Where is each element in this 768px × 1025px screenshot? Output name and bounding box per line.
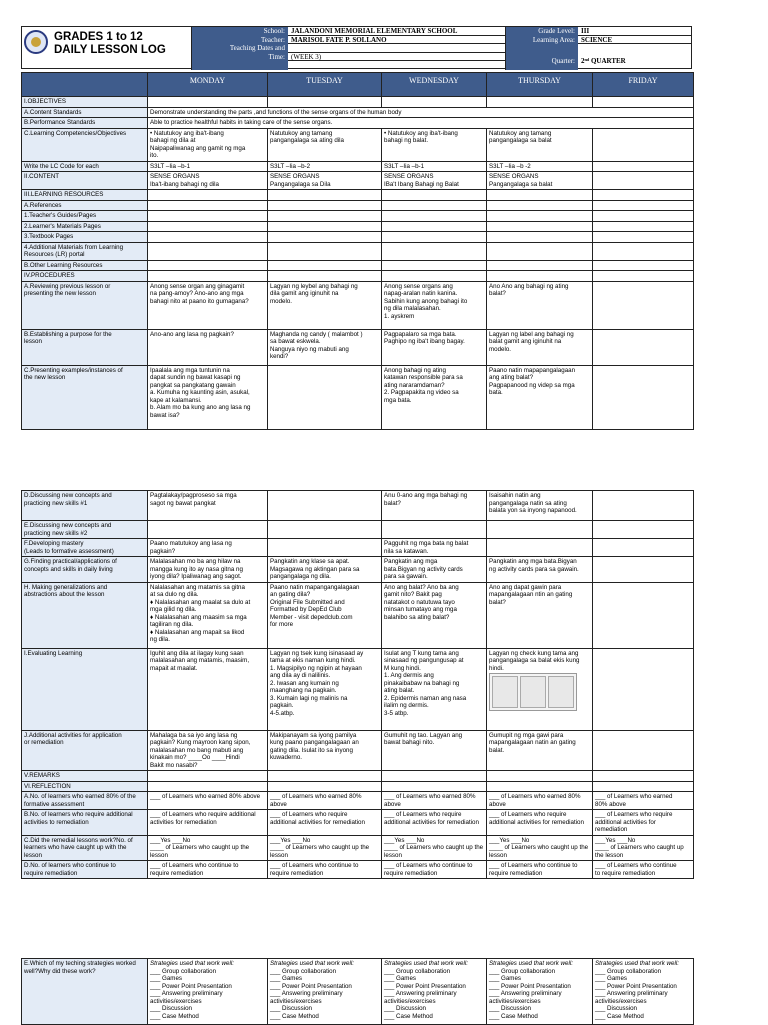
day-cell [593, 959, 694, 1025]
day-cell: Makipanayam sa iyong pamilya kung paano pangangalagaan an gating dila. Isulat ito sa inyong kuwaderno. [268, 730, 382, 771]
day-cell: ___Yes ___No ____ of Learners who caught up the lesson [487, 835, 593, 861]
table-row [22, 161, 694, 172]
day-cell [382, 97, 487, 108]
day-cell [268, 242, 382, 260]
day-cell: Pangkatin ang mga bata.Bigyan ng activity cards para sa gawain. [487, 557, 593, 583]
day-cell [487, 539, 593, 557]
day-cell: Isaisahin natin ang pangangalaga natin sa ating balata yon sa inyong napanood. [487, 491, 593, 521]
day-cell: ___ of Learners who continue to require remediation [487, 861, 593, 879]
day-cell [382, 781, 487, 792]
day-cell [268, 959, 382, 1025]
day-cell [268, 491, 382, 521]
day-cell [487, 221, 593, 232]
picture-thumbnail [548, 676, 574, 708]
day-cell: Paano matutukoy ang lasa ng pagkain? [148, 539, 268, 557]
day-cell: Anong sense organs ang napag-aralan natin kanina. Sabihin kung anong bahagi ito ng dila malalasahan. 1. ayskrem [382, 281, 487, 329]
day-cell [487, 771, 593, 782]
day-cell: Lagyan ng leybel ang bahagi ng dila gamit ang iginuhit na modelo. [268, 281, 382, 329]
row-label: IV.PROCEDURES [22, 271, 148, 282]
quarter-value: 2ⁿᵈ QUARTER [581, 57, 626, 66]
row-label: A.No. of learners who earned 80% of the formative assessment [22, 792, 148, 810]
table-row [22, 730, 694, 771]
header-block [21, 26, 692, 69]
day-cell: Maghanda ng candy ( malambot ) sa bawat eskwela. Nanguya niyo ng mabuti ang kendi? [268, 329, 382, 365]
day-cell [593, 491, 694, 521]
day-cell [382, 190, 487, 201]
day-cell: SENSE ORGANS Pangangalaga sa Dila [268, 172, 382, 190]
day-cell [593, 365, 694, 429]
strategies-heading: Strategies used that work well: [595, 960, 679, 967]
table-row [22, 771, 694, 782]
day-cell [382, 260, 487, 271]
dates-label-2: Time: [191, 53, 288, 62]
day-cell: ___ of Learners who earned 80% above [487, 792, 593, 810]
day-cell: • Natutukoy ang iba't-ibang bahagi ng dila at Naipapaliwanag ang gamit ng mga ito. [148, 128, 268, 161]
day-cell: ___ of Learners who earned 80% above [148, 792, 268, 810]
day-cell [593, 221, 694, 232]
day-cell [268, 365, 382, 429]
day-cell [487, 200, 593, 211]
school-label: School: [191, 27, 288, 36]
day-cell: SENSE ORGANS Iba't-ibang bahagi ng dila [148, 172, 268, 190]
day-cell: • Natutukoy ang iba't-ibang bahagi ng balat. [382, 128, 487, 161]
day-cell: Pagpapalaro sa mga bata. Paghipo ng iba't ibang bagay. [382, 329, 487, 365]
day-cell [382, 221, 487, 232]
day-cell: Iguhit ang dila at ilagay kung saan malalasahan ang matamis, maasim, mapait at maalat. [148, 648, 268, 730]
strategies-list: ___ Group collaboration ___ Games ___ Power Point Presentation ___ Answering preliminary activities/exercises ___ Discussion ___ Case Method [384, 967, 466, 1020]
row-label: F.Developing mastery (Leads to formative assessment) [22, 539, 148, 557]
day-cell [148, 232, 268, 243]
day-cell: Anong sense organ ang ginagamit na pang-amoy? Ano-ano ang mga bahagi nito at paano ito gumagana? [148, 281, 268, 329]
day-cell: ___ of Learners who earned 80% above [268, 792, 382, 810]
corner-cell [22, 73, 148, 97]
day-cell [593, 190, 694, 201]
day-cell [593, 781, 694, 792]
table-row [22, 271, 694, 282]
day-cell [148, 221, 268, 232]
row-content-span: Able to practice healthful habits in taking care of the sense organs. [148, 118, 694, 129]
day-cell [268, 781, 382, 792]
day-cell: Malalasahan mo ba ang hilaw na mangga kung ito ay nasa gitna ng iyong dila? Ipaliwanag ang sagot. [148, 557, 268, 583]
row-label: I.Evaluating Learning [22, 648, 148, 730]
day-cell [593, 211, 694, 222]
day-cell [487, 959, 593, 1025]
day-cell [268, 771, 382, 782]
table-row [22, 329, 694, 365]
row-label: E.Discussing new concepts and practicing new skills #2 [22, 521, 148, 539]
row-label: C.Presenting examples/instances of the new lesson [22, 365, 148, 429]
picture-thumbnail [492, 676, 518, 708]
table-row [22, 539, 694, 557]
dates-value: (WEEK 3) [288, 53, 505, 62]
deped-seal-icon [24, 30, 48, 54]
day-cell [382, 232, 487, 243]
day-cell [593, 582, 694, 648]
table-row [22, 491, 694, 521]
day-cell: ___ of Learners who require additional activities for remediation [268, 810, 382, 836]
day-cell [487, 211, 593, 222]
table-row [22, 260, 694, 271]
day-cell [268, 97, 382, 108]
day-cell [487, 648, 593, 730]
row-label: C.Did the remedial lessons work?No. of learners who have caught up with the lesson [22, 835, 148, 861]
table-row [22, 792, 694, 810]
day-cell [382, 211, 487, 222]
day-cell: ___ of Learners who require additional activities for remediation [382, 810, 487, 836]
table-row [22, 97, 694, 108]
day-cell: Anu 0-ano ang mga bahagi ng balat? [382, 491, 487, 521]
day-cell: ___ of Learners who continue to require remediation [268, 861, 382, 879]
day-cell: ___ of Learners who earned 80% above [382, 792, 487, 810]
row-label: 1.Teacher's Guides/Pages [22, 211, 148, 222]
day-cell: ___ of Learners who continue to require remediation [148, 861, 268, 879]
day-cell [487, 97, 593, 108]
day-cell: ___ of Learners who require additional activities for remediation [148, 810, 268, 836]
day-cell: Ano ang balat? Ano ba ang gamit nito? Bakit pag natatakot o natutuwa tayo minsan tumatayo ang mga balahibo sa ating balat? [382, 582, 487, 648]
day-cell [593, 329, 694, 365]
table-row [22, 365, 694, 429]
day-cell: SENSE ORGANS Pangangalaga sa balat [487, 172, 593, 190]
day-cell: Ipaalala ang mga tuntunin na dapat sundin ng bawat kasapi ng pangkat sa pangkatang gawain a. Kumuha ng kaunting asin, asukal, kape at kalamansi. b. Alam mo ba kung ano ang lasa ng bawat isa? [148, 365, 268, 429]
day-cell [593, 557, 694, 583]
day-cell: ___Yes ___No ____ of Learners who caught up the lesson [593, 835, 694, 861]
table-row [22, 232, 694, 243]
day-cell: Lagyan ng label ang bahagi ng balat gamit ang iginuhit na modelo. [487, 329, 593, 365]
day-cell [268, 271, 382, 282]
row-label: V.REMARKS [22, 771, 148, 782]
table-row [22, 221, 694, 232]
day-cell [382, 959, 487, 1025]
day-cell [593, 161, 694, 172]
day-cell: Pangkatin ang mga bata.Bigyan ng activity cards para sa gawain. [382, 557, 487, 583]
day-cell [487, 242, 593, 260]
day-cell [593, 260, 694, 271]
day-cell: ___ of Learners who require additional activities for remediation [487, 810, 593, 836]
day-cell [268, 260, 382, 271]
day-header-row [22, 73, 694, 97]
strategies-list: ___ Group collaboration ___ Games ___ Power Point Presentation ___ Answering preliminary activities/exercises ___ Discussion ___ Case Method [489, 967, 571, 1020]
day-cell [382, 521, 487, 539]
day-cell [148, 97, 268, 108]
grade-value: III [578, 27, 692, 36]
teacher-label: Teacher: [191, 36, 288, 45]
row-label: B.Performance Standards [22, 118, 148, 129]
header-divider [505, 27, 506, 70]
day-cell: Pagtalakay/pagproseso sa mga sagot ng bawat pangkat [148, 491, 268, 521]
checklist-table-image [489, 673, 577, 711]
day-cell [148, 190, 268, 201]
day-cell [593, 271, 694, 282]
day-cell: ___ of Learners who require additional activities for remediation [593, 810, 694, 836]
day-header: WEDNESDAY [382, 73, 487, 97]
day-cell: Ano-ano ang lasa ng pagkain? [148, 329, 268, 365]
dates-filler [191, 61, 288, 70]
table-row [22, 648, 694, 730]
day-cell [268, 200, 382, 211]
day-cell: ___ of Learners who earned 80% above [593, 792, 694, 810]
day-cell [487, 232, 593, 243]
lesson-log-table-part-3 [21, 958, 694, 1025]
day-cell: Pangkatin ang klase sa apat. Magsagawa ng aktingan para sa pangangalaga ng dila. [268, 557, 382, 583]
table-row [22, 861, 694, 879]
grade-label: Grade Level: [505, 27, 578, 36]
day-cell: Gumuhit ng tao. Lagyan ang bawat bahagi nito. [382, 730, 487, 771]
teacher-value: MARISOL FATE P. SOLLANO [288, 36, 505, 45]
day-header: MONDAY [148, 73, 268, 97]
header-divider [191, 27, 192, 70]
day-header: THURSDAY [487, 73, 593, 97]
day-cell [593, 771, 694, 782]
day-cell [148, 211, 268, 222]
strategies-heading: Strategies used that work well: [150, 960, 234, 967]
day-cell [148, 242, 268, 260]
row-label: A.Reviewing previous lesson or presenting the new lesson [22, 281, 148, 329]
table-row [22, 200, 694, 211]
row-label: 3.Textbook Pages [22, 232, 148, 243]
day-cell [487, 260, 593, 271]
day-cell: Ano Ano ang bahagi ng ating balat? [487, 281, 593, 329]
day-cell [382, 271, 487, 282]
day-cell: Natutukoy ang tamang pangangalaga sa ating dila [268, 128, 382, 161]
day-cell: Lagyan ng tsek kung isinasaad ay tama at ekis naman kung hindi. 1. Magsipilyo ng ngipin at hayaan ang dila ay di nalilinis. 2. Iwasan ang kumain ng maanghang na pagkain. 3. Kumain lagi ng malinis na pagkain. 4-5.atbp. [268, 648, 382, 730]
day-cell: S3LT –Iia –b-2 [268, 161, 382, 172]
area-value: SCIENCE [578, 36, 692, 45]
doc-title-dll: DAILY LESSON LOG [54, 44, 166, 56]
day-cell [487, 190, 593, 201]
day-cell [593, 172, 694, 190]
day-cell [148, 271, 268, 282]
strategies-list: ___ Group collaboration ___ Games ___ Power Point Presentation ___ Answering preliminary activities/exercises ___ Discussion ___ Case Method [595, 967, 677, 1020]
day-cell: S3LT –Iia –b-1 [148, 161, 268, 172]
strategies-list: ___ Group collaboration ___ Games ___ Power Point Presentation ___ Answering preliminary activities/exercises ___ Discussion ___ Case Method [270, 967, 352, 1020]
day-cell: Ano ang dapat gawin para mapangalagaan ntin an gating balat? [487, 582, 593, 648]
row-label: 2.Learner's Materials Pages [22, 221, 148, 232]
area-label: Learning Area: [505, 36, 578, 45]
table-row [22, 781, 694, 792]
day-cell [148, 200, 268, 211]
day-cell: Anong bahagi ng ating katawan responsible para sa ating nararamdaman? 2. Pagpapakita ng video sa mga bata. [382, 365, 487, 429]
day-cell [148, 959, 268, 1025]
day-cell [487, 781, 593, 792]
doc-title-grades: GRADES 1 to 12 [54, 31, 143, 43]
day-cell [593, 242, 694, 260]
row-label: B.No. of learners who require additional activities to remediation [22, 810, 148, 836]
row-label: III.LEARNING RESOURCES [22, 190, 148, 201]
table-row [22, 172, 694, 190]
day-cell [268, 190, 382, 201]
day-cell-text: Lagyan ng check kung tama ang pangangalaga sa balat ekis kung hindi. [489, 649, 580, 672]
day-cell: ___Yes ___No ____ of Learners who caught up the lesson [148, 835, 268, 861]
day-cell [487, 521, 593, 539]
dates-spacer [288, 44, 505, 53]
day-cell [148, 781, 268, 792]
day-cell: Gumupit ng mga gawi para mapangalagaan natin an gating balat. [487, 730, 593, 771]
strategies-heading: Strategies used that work well: [270, 960, 354, 967]
row-label: I.OBJECTIVES [22, 97, 148, 108]
lesson-log-table-part-1 [21, 72, 694, 430]
day-cell: Pagguhit ng mga bata ng balat nila sa katawan. [382, 539, 487, 557]
day-cell: Paano natin mapangangalagaan an gating dila? Original File Submitted and Formatted by DepEd Club Member - visit depedclub.com for more [268, 582, 382, 648]
picture-thumbnail [520, 676, 546, 708]
row-label: C.Learning Competencies/Objectives [22, 128, 148, 161]
day-cell [148, 260, 268, 271]
row-label: E.Which of my teching strategies worked well?Why did these work? [22, 959, 148, 1025]
row-label: J.Additional activities for application or remediation [22, 730, 148, 771]
strategies-heading: Strategies used that work well: [489, 960, 573, 967]
row-label: H. Making generalizations and abstractions about the lesson [22, 582, 148, 648]
table-row [22, 959, 694, 1025]
day-cell: S3LT –Iia –b-1 [382, 161, 487, 172]
day-cell [593, 648, 694, 730]
strategies-list: ___ Group collaboration ___ Games ___ Power Point Presentation ___ Answering preliminary activities/exercises ___ Discussion ___ Case Method [150, 967, 232, 1020]
day-cell [593, 281, 694, 329]
day-cell [148, 771, 268, 782]
table-row [22, 281, 694, 329]
day-cell: ___Yes ___No ____ of Learners who caught up the lesson [382, 835, 487, 861]
row-label: B.Other Learning Resources [22, 260, 148, 271]
table-row [22, 211, 694, 222]
day-cell [593, 521, 694, 539]
day-cell: Isulat ang T kung tama ang sinasaad ng pangungusap at M kung hindi. 1. Ang dermis ang pinakaibabaw na bahagi ng ating balat. 2. Epidermis naman ang nasa ilalim ng dermis. 3-5 atbp. [382, 648, 487, 730]
day-cell: Nalalasahan ang matamis sa gitna at sa dulo ng dila. ♦ Nalalasahan ang maalat sa dulo at mga gilid ng dila. ♦ Nalalasahan ang maasim sa mga tagiliran ng dila. ♦ Nalalasahan ang mapait sa likod ng dila. [148, 582, 268, 648]
row-label: G.Finding practical/applications of concepts and skills in daily living [22, 557, 148, 583]
row-label: A.Content Standards [22, 107, 148, 118]
day-cell [593, 200, 694, 211]
row-label: A.References [22, 200, 148, 211]
row-label: D.No. of learners who continue to require remediation [22, 861, 148, 879]
table-row [22, 118, 694, 129]
table-row [22, 521, 694, 539]
table-row [22, 557, 694, 583]
school-value: JALANDONI MEMORIAL ELEMENTARY SCHOOL [288, 27, 505, 36]
day-cell [382, 242, 487, 260]
day-cell [487, 271, 593, 282]
lesson-log-table-part-2 [21, 490, 694, 879]
day-cell: ___ of Learners who continue to require remediation [593, 861, 694, 879]
table-row [22, 128, 694, 161]
day-cell [268, 221, 382, 232]
day-cell: ___ of Learners who continue to require remediation [382, 861, 487, 879]
table-row [22, 810, 694, 836]
table-row [22, 835, 694, 861]
strategies-heading: Strategies used that work well: [384, 960, 468, 967]
day-cell: ___Yes ___No ____ of Learners who caught up the lesson [268, 835, 382, 861]
table-row [22, 107, 694, 118]
day-cell [593, 232, 694, 243]
dates-label-1: Teaching Dates and [191, 44, 288, 53]
quarter-label: Quarter: [505, 44, 578, 70]
row-label: 4.Additional Materials from Learning Resources (LR) portal [22, 242, 148, 260]
day-cell [593, 97, 694, 108]
day-cell: S3LT –Iia –b -2 [487, 161, 593, 172]
day-cell [593, 539, 694, 557]
day-header: TUESDAY [268, 73, 382, 97]
day-cell: SENSE ORGANS IBa't Ibang Bahagi ng Balat [382, 172, 487, 190]
row-label: VI.REFLECTION [22, 781, 148, 792]
day-cell: Natutukoy ang tamang pangangalaga sa balat [487, 128, 593, 161]
day-cell [382, 771, 487, 782]
row-label: II.CONTENT [22, 172, 148, 190]
day-cell [382, 200, 487, 211]
day-cell [268, 521, 382, 539]
day-cell [148, 521, 268, 539]
day-cell: Paano natin mapapangalagaan ang ating balat? Pagpapanood ng videp sa mga bata. [487, 365, 593, 429]
row-content-span: Demonstrate understanding the parts ,and functions of the sense organs of the human body [148, 107, 694, 118]
day-cell [593, 730, 694, 771]
day-header: FRIDAY [593, 73, 694, 97]
day-cell [593, 128, 694, 161]
day-cell [268, 539, 382, 557]
day-cell [268, 211, 382, 222]
table-row [22, 190, 694, 201]
day-cell: Mahalaga ba sa iyo ang lasa ng pagkain? Kung mayroon kang sipon, malalasahan mo bang mabuti ang kinakain mo? ____Oo ____Hindi Bakit mo nasabi? [148, 730, 268, 771]
table-row [22, 242, 694, 260]
row-label: D.Discussing new concepts and practicing new skills #1 [22, 491, 148, 521]
day-cell [268, 232, 382, 243]
row-label: B.Establishing a purpose for the lesson [22, 329, 148, 365]
table-row [22, 582, 694, 648]
row-label: Write the LC Code for each [22, 161, 148, 172]
